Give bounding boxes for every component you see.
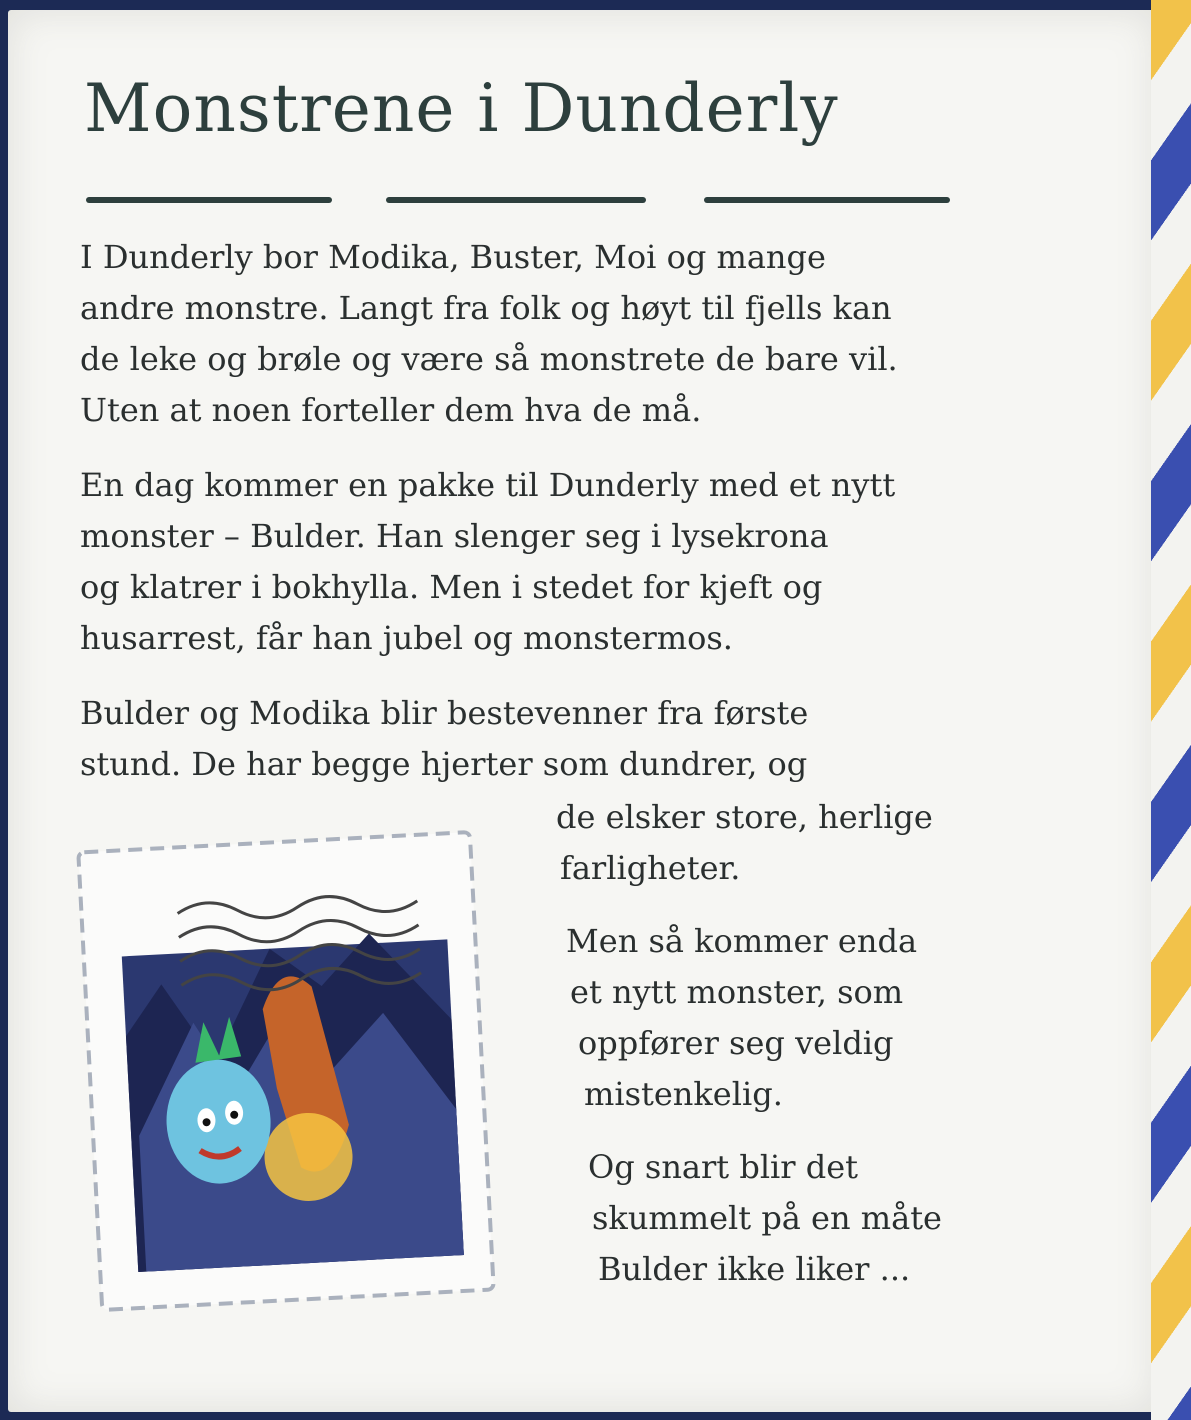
text-line: de leke og brøle og være så monstrete de bare vil. (80, 340, 898, 378)
title-divider (704, 197, 950, 203)
blurb-paragraph-3 (80, 688, 808, 790)
text-line: Men så kommer enda (566, 922, 918, 960)
title-divider (386, 197, 646, 203)
text-line: farligheter. (560, 849, 741, 887)
text-line: En dag kommer en pakke til Dunderly med et nytt (80, 466, 896, 504)
text-line: Og snart blir det (588, 1148, 859, 1186)
blurb-paragraph-3-continued (556, 792, 933, 894)
text-line: stund. De har begge hjerter som dundrer, og (80, 745, 808, 783)
text-line: og klatrer i bokhylla. Men i stedet for kjeft og (80, 568, 823, 606)
text-line: oppfører seg veldig (578, 1024, 894, 1062)
blurb-paragraph-4 (566, 916, 917, 1120)
text-line: I Dunderly bor Modika, Buster, Moi og mange (80, 238, 826, 276)
monster-illustration-stamp-icon (64, 817, 509, 1324)
airmail-stripe-border (1151, 0, 1191, 1420)
text-line: Bulder og Modika blir bestevenner fra første (80, 694, 809, 732)
text-line: mistenkelig. (584, 1075, 783, 1113)
text-line: Uten at noen forteller dem hva de må. (80, 391, 702, 429)
title-divider (86, 197, 332, 203)
text-line: husarrest, får han jubel og monstermos. (80, 619, 733, 657)
text-line: et nytt monster, som (570, 973, 904, 1011)
text-line: de elsker store, herlige (556, 798, 933, 836)
text-line: andre monstre. Langt fra folk og høyt til fjells kan (80, 289, 892, 327)
postage-stamp (64, 817, 509, 1324)
text-line: Bulder ikke liker ... (598, 1250, 911, 1288)
text-line: skummelt på en måte (592, 1199, 942, 1237)
blurb-paragraph-1 (80, 232, 898, 436)
text-line: monster – Bulder. Han slenger seg i lysekrona (80, 517, 829, 555)
blurb-paragraph-5 (588, 1142, 942, 1295)
book-title: Monstrene i Dunderly (84, 70, 839, 147)
blurb-paragraph-2 (80, 460, 895, 664)
